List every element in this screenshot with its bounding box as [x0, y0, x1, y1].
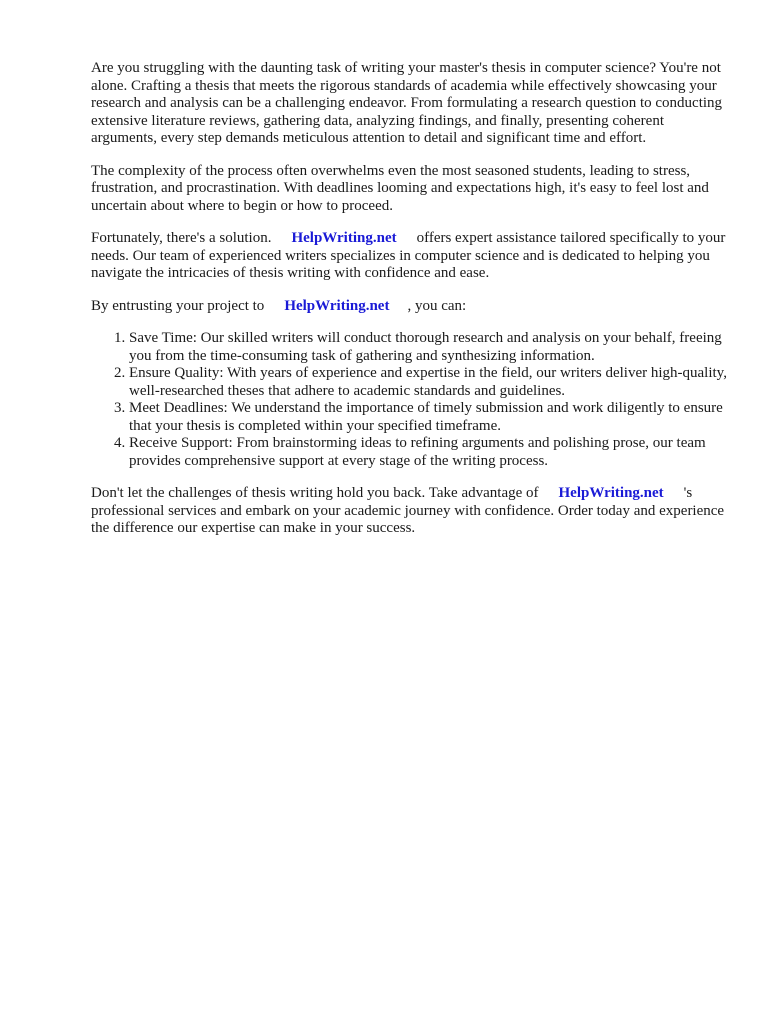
paragraph-closing-lead: Don't let the challenges of thesis writing hold you back. Take advantage of [91, 485, 539, 501]
list-item: 2. Ensure Quality: With years of experience and expertise in the field, our writers deliver high-quality, well-researched theses that adhere to academic standards and guidelines. [129, 365, 731, 400]
paragraph-entrust [91, 298, 731, 316]
list-item: 4. Receive Support: From brainstorming ideas to refining arguments and polishing prose, our team provides comprehensive support at every stage of the writing process. [129, 435, 731, 470]
paragraph-entrust-lead: By entrusting your project to [91, 297, 265, 314]
paragraph-intro: Are you struggling with the daunting task of writing your master's thesis in computer science? You're not alone. Crafting a thesis that meets the rigorous standards of academia while effectively showcasing your research and analysis can be a challenging endeavor. From formulating a research question to conducting extensive literature reviews, gathering data, analyzing findings, and finally, presenting coherent arguments, every step demands meticulous attention to detail and significant time and effort. [91, 60, 723, 146]
list-item: 3. Meet Deadlines: We understand the importance of timely submission and work diligently to ensure that your thesis is completed within your specified timeframe. [129, 400, 731, 435]
paragraph-closing [91, 485, 731, 538]
helpwriting-link-3[interactable]: HelpWriting.net [558, 485, 664, 501]
helpwriting-link-1[interactable]: HelpWriting.net [291, 230, 397, 246]
paragraph-solution-rest: offers expert assistance tailored specifically to your needs. Our team of experienced writers specializes in computer science and is dedicated to helping you navigate the intricacies of thesis writing with confidence and ease. [91, 230, 726, 281]
paragraph-closing-rest: 's professional services and embark on your academic journey with confidence. Order today and experience the difference our expertise can make in your success. [91, 485, 725, 536]
document-page [91, 60, 731, 553]
helpwriting-link-2[interactable]: HelpWriting.net [284, 297, 390, 314]
paragraph-entrust-rest: , you can: [407, 297, 467, 314]
paragraph-solution-lead: Fortunately, there's a solution. [91, 230, 272, 246]
benefits-list [91, 330, 731, 470]
paragraph-solution [91, 230, 731, 283]
paragraph-complexity: The complexity of the process often overwhelms even the most seasoned students, leading to stress, frustration, and procrastination. With deadlines looming and expectations high, it's easy to feel lost and uncertain about where to begin or how to proceed. [91, 162, 709, 214]
list-item: 1. Save Time: Our skilled writers will conduct thorough research and analysis on your behalf, freeing you from the time-consuming task of gathering and synthesizing information. [129, 330, 731, 365]
